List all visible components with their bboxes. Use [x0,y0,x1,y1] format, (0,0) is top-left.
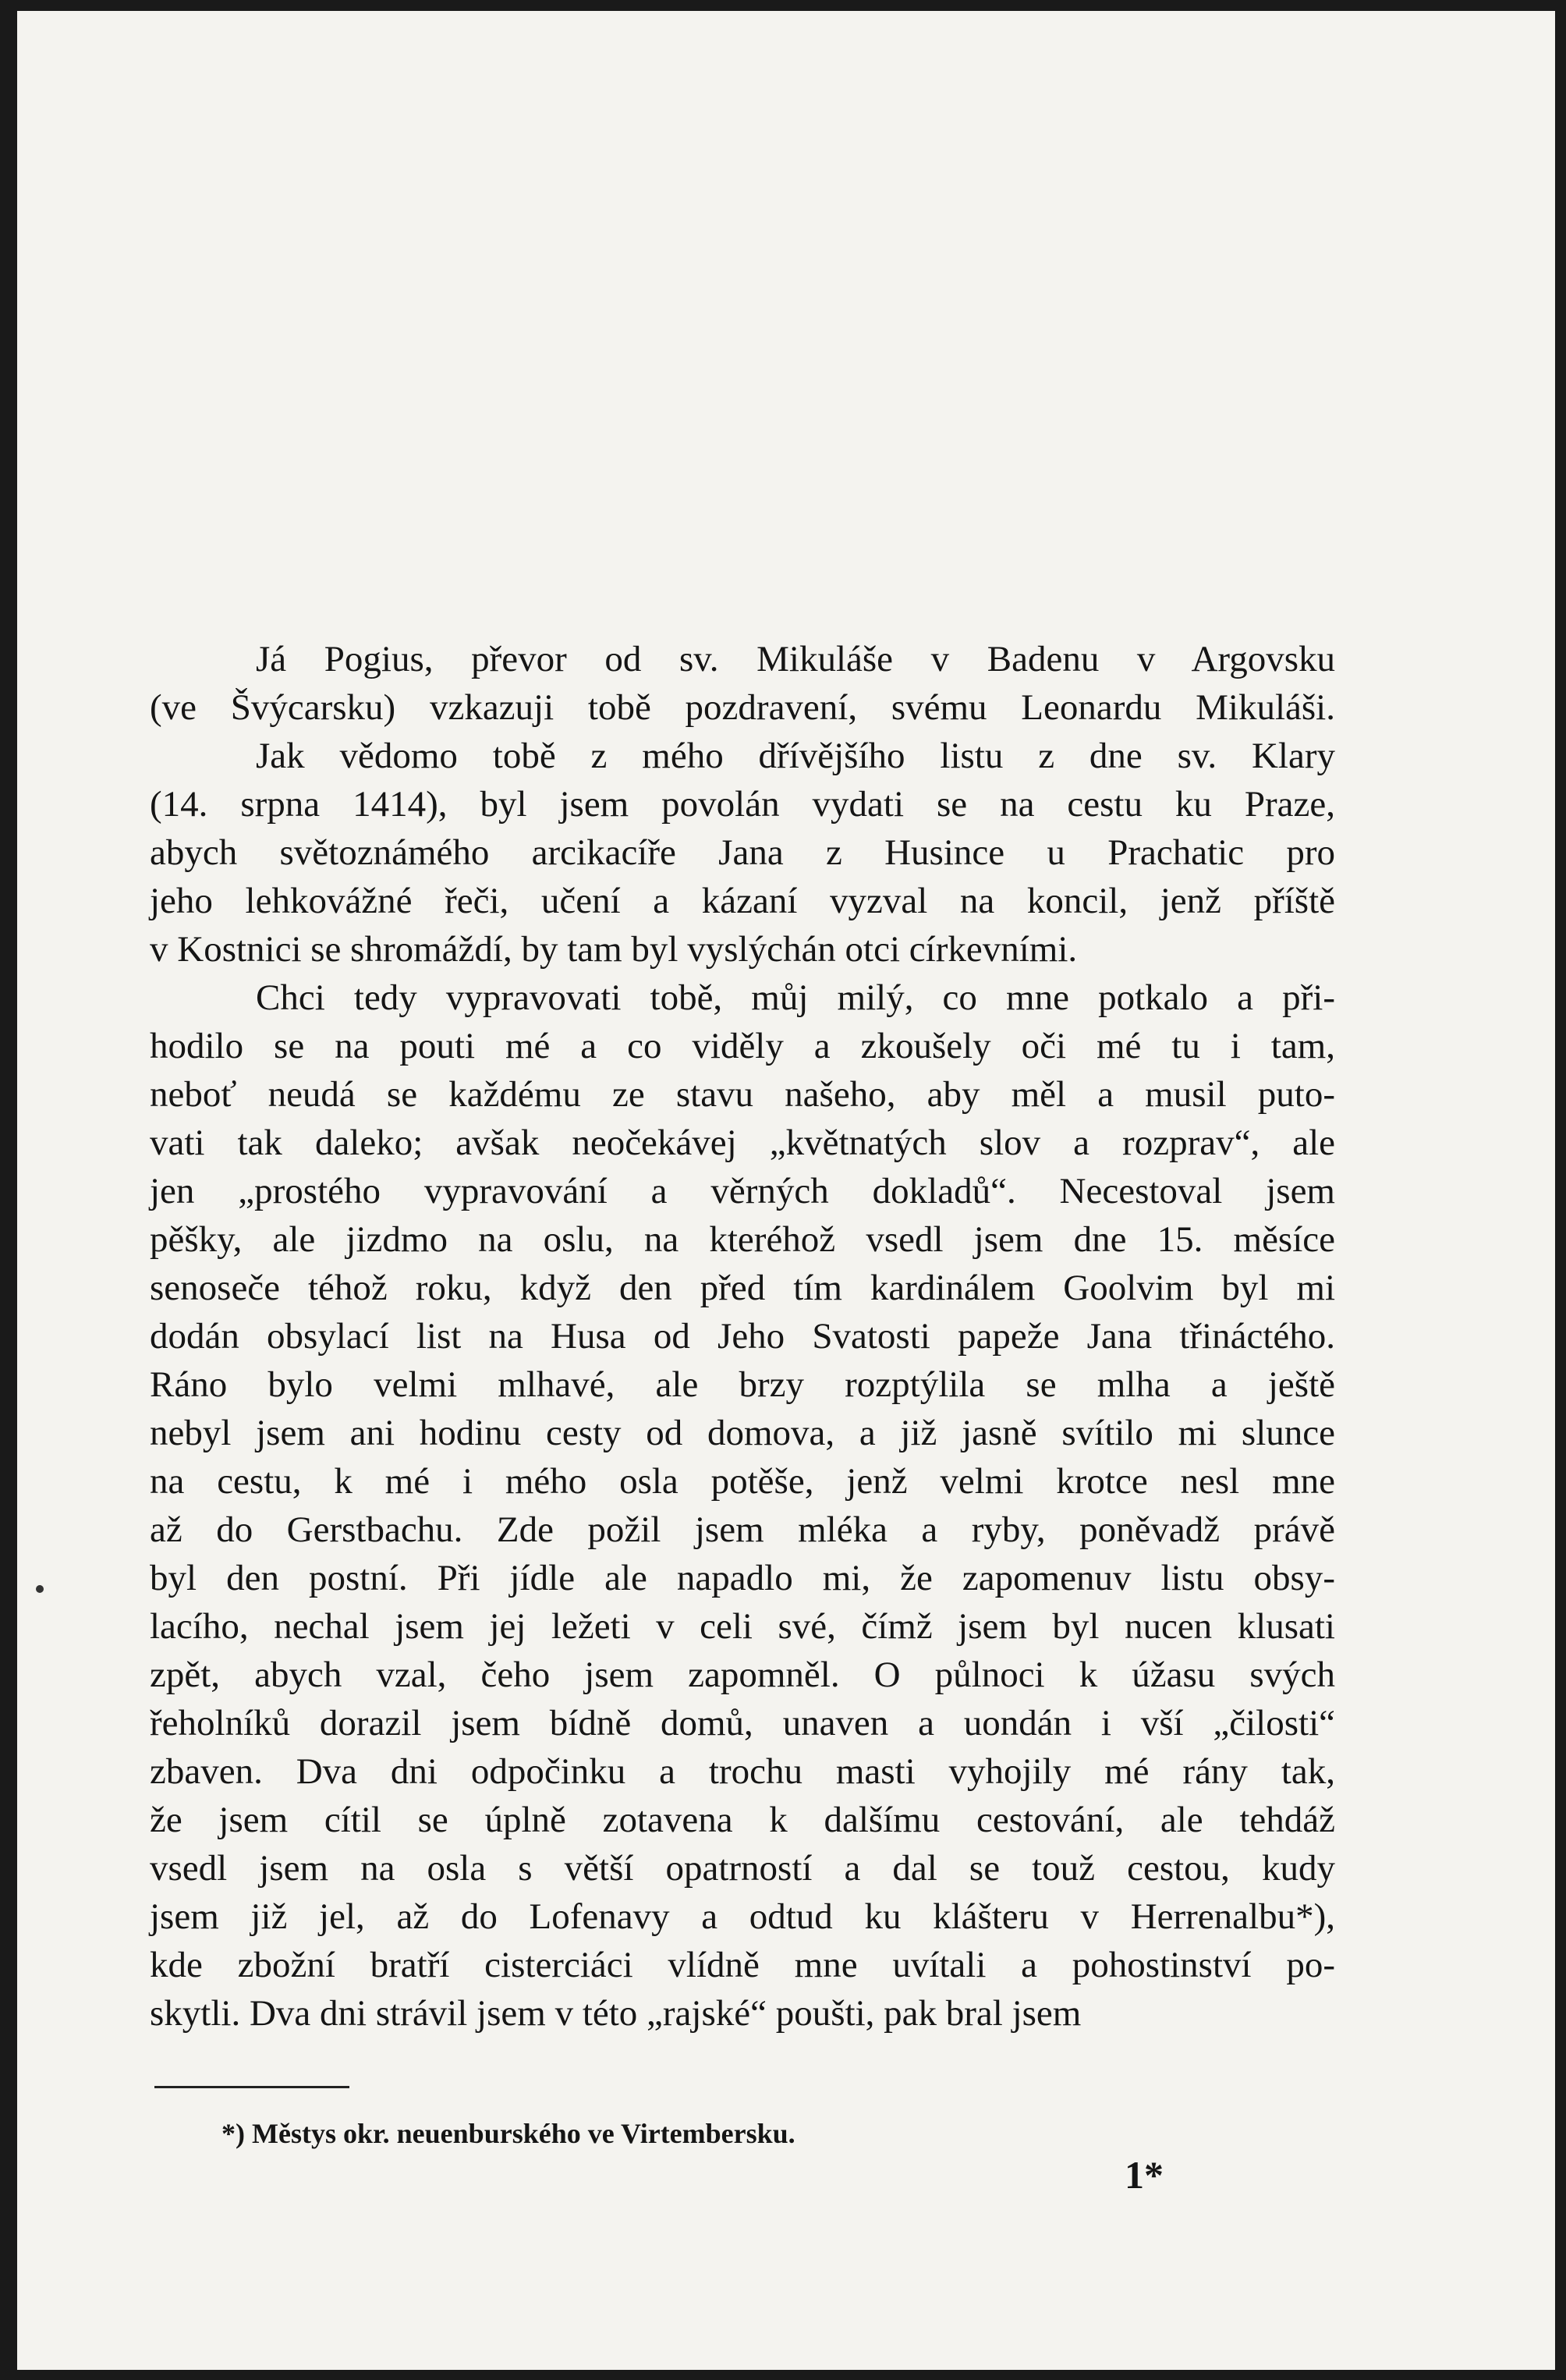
text-line: jsem již jel, až do Lofenavy a odtud ku klášteru v Herrenalbu*), [150,1896,1335,1937]
body-text [150,635,1335,2038]
text-line: vati tak daleko; avšak neočekávej „květnatých slov a rozprav“, ale [150,1123,1335,1163]
text-line: (ve Švýcarsku) vzkazuji tobě pozdravení, svému Leonardu Mikuláši. [150,687,1335,728]
text-line: zpět, abych vzal, čeho jsem zapomněl. O půlnoci k úžasu svých [150,1655,1335,1695]
text-line: hodilo se na pouti mé a co viděly a zkoušely oči mé tu i tam, [150,1026,1335,1066]
text-line: abych světoznámého arcikacíře Jana z Husince u Prachatic pro [150,832,1335,873]
text-line: nebyl jsem ani hodinu cesty od domova, a již jasně svítilo mi slunce [150,1413,1335,1453]
footnote: *) Městys okr. neuenburského ve Virtembersku. [221,2118,795,2149]
text-line: v Kostnici se shromáždí, by tam byl vyslýchán otci církevními. [150,929,1078,970]
text-line: kde zbožní bratří cisterciáci vlídně mne uvítali a pohostinství po- [150,1945,1335,1985]
text-line: (14. srpna 1414), byl jsem povolán vydati se na cestu ku Praze, [150,784,1335,825]
signature-mark: 1* [1125,2153,1164,2197]
text-line: vsedl jsem na osla s větší opatrností a dal se touž cestou, kudy [150,1848,1335,1889]
footnote-divider [154,2086,349,2088]
text-line: pěšky, ale jizdmo na oslu, na kteréhož vsedl jsem dne 15. měsíce [150,1219,1335,1260]
text-line: senoseče téhož roku, když den před tím kardinálem Goolvim byl mi [150,1268,1335,1308]
book-page [17,11,1555,2370]
text-line: byl den postní. Při jídle ale napadlo mi, že zapomenuv listu obsy- [150,1558,1335,1598]
text-line: Chci tedy vypravovati tobě, můj milý, co mne potkalo a při- [256,977,1335,1018]
text-line: dodán obsylací list na Husa od Jeho Svatosti papeže Jana třináctého. [150,1316,1335,1357]
text-line: jen „prostého vypravování a věrných dokladů“. Necestoval jsem [150,1171,1335,1211]
text-line: až do Gerstbachu. Zde požil jsem mléka a ryby, poněvadž právě [150,1509,1335,1550]
text-line: Jak vědomo tobě z mého dřívějšího listu z dne sv. Klary [256,736,1335,776]
margin-dot [36,1585,44,1593]
text-line: zbaven. Dva dni odpočinku a trochu masti vyhojily mé rány tak, [150,1751,1335,1792]
text-line: na cestu, k mé i mého osla potěše, jenž velmi krotce nesl mne [150,1461,1335,1502]
text-line: lacího, nechal jsem jej ležeti v celi své, čímž jsem byl nucen klusati [150,1606,1335,1647]
text-line: jeho lehkovážné řeči, učení a kázaní vyzval na koncil, jenž příště [150,881,1335,921]
text-line: řeholníků dorazil jsem bídně domů, unaven a uondán i vší „čilosti“ [150,1703,1335,1743]
text-line: neboť neudá se každému ze stavu našeho, aby měl a musil puto- [150,1074,1335,1115]
text-line: že jsem cítil se úplně zotavena k dalšímu cestování, ale tehdáž [150,1800,1335,1840]
text-line: Já Pogius, převor od sv. Mikuláše v Badenu v Argovsku [256,639,1335,679]
text-line: skytli. Dva dni strávil jsem v této „rajské“ poušti, pak bral jsem [150,1993,1082,2034]
text-line: Ráno bylo velmi mlhavé, ale brzy rozptýlila se mlha a ještě [150,1364,1335,1405]
